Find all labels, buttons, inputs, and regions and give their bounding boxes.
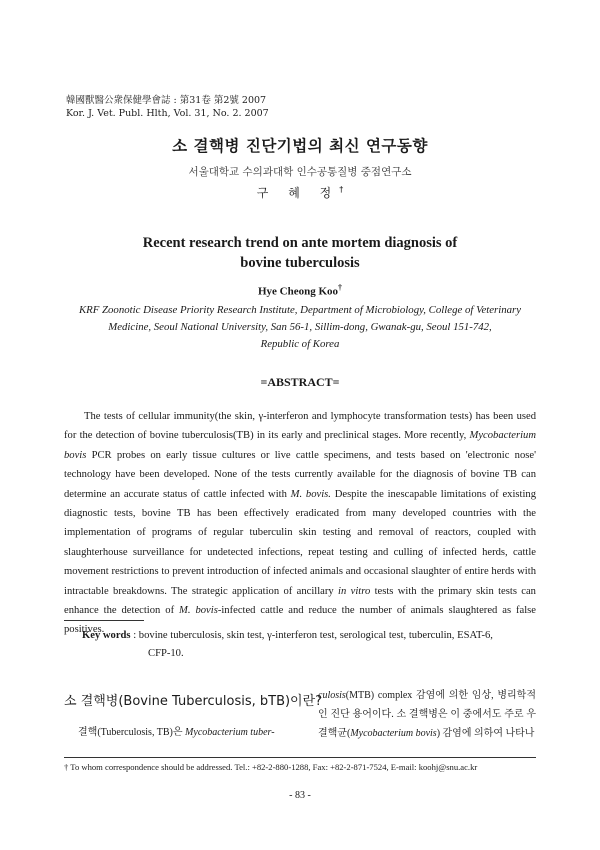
abstract-italic-4: M. bovis xyxy=(179,605,218,617)
abstract-italic-2: M. bovis. xyxy=(290,488,331,500)
korean-author-mark: † xyxy=(339,185,344,194)
abstract-heading: =ABSTRACT= xyxy=(260,375,340,389)
english-affiliation-line2: Medicine, Seoul National University, San 56-1, Sillim-dong, Gwanak-gu, Seoul 151-742, xyxy=(108,321,492,333)
english-author xyxy=(0,283,600,298)
page-number: - 83 - xyxy=(289,790,311,801)
body-left-column xyxy=(64,724,300,742)
korean-author xyxy=(0,184,600,201)
right-column-text-2: ) 감염에 의하여 나타나 xyxy=(436,728,535,739)
abstract-italic-3: in vitro xyxy=(338,585,371,597)
footnote: † To whom correspondence should be addressed. Tel.: +82-2-880-1288, Fax: +82-2-871-7524, E-mail: koohj@snu.ac.kr xyxy=(64,762,478,772)
section-heading: 소 결핵병(Bovine Tuberculosis, bTB)이란? xyxy=(64,694,323,709)
english-author-name: Hye Cheong Koo xyxy=(257,285,339,298)
left-column-italic: Mycobacterium tuber- xyxy=(185,727,275,738)
keywords-rule xyxy=(64,620,144,621)
english-title xyxy=(0,233,600,273)
abstract-paragraph xyxy=(64,407,536,640)
korean-author-name: 구 혜 정 xyxy=(256,186,340,200)
journal-citation-english: Kor. J. Vet. Publ. Hlth, Vol. 31, No. 2. 2007 xyxy=(66,108,269,119)
journal-header xyxy=(66,94,269,120)
english-author-mark: † xyxy=(338,283,343,292)
right-column-italic-1: culosis xyxy=(318,690,346,701)
body-right-column xyxy=(318,686,536,743)
right-column-italic-2: Mycobacterium bovis xyxy=(350,728,437,739)
left-column-text: 결핵(Tuberculosis, TB)은 xyxy=(78,727,186,738)
english-title-line2: bovine tuberculosis xyxy=(240,255,360,271)
abstract-text-2: PCR probes on early tissue cultures or live cattle specimens, and tests based on 'electronic nose' technology have been developed. None of the tests currently available for the diagnosis of bovine TB can determine an accurate status of cattle infected with xyxy=(64,449,536,500)
korean-title: 소 결핵병 진단기법의 최신 연구동향 xyxy=(172,137,428,155)
english-affiliation xyxy=(62,302,538,353)
abstract-text-1: The tests of cellular immunity(the skin, γ-interferon and lymphocyte transformation tests) has been used for the detection of bovine tuberculosis(TB) in its early and preclinical stages. More recently, xyxy=(64,411,536,442)
abstract-italic-1: Mycobacterium bovis xyxy=(64,430,536,461)
abstract-text-4: tests with the primary skin tests can enhance the detection of xyxy=(64,585,536,617)
right-column-text-1: (MTB) complex 감염에 의한 임상, 병리학적인 진단 용어이다. 소 결핵병은 이 중에서도 주로 우결핵균( xyxy=(318,690,536,739)
abstract-text-3: Despite the inescapable limitations of existing diagnostic tests, bovine TB has been effectively eradicated from many developed countries with the implementation of programs of regular tuberculin skin testing and removal of reactors, coupled with slaughterhouse surveillance for undetected infections, repeat testing and culling of infected herds, cattle movement restrictions to prevent introduction of infected animals and occasional slaughter of entire herds with intractable breakdowns. The strategic application of ancillary xyxy=(64,488,536,597)
footnote-rule xyxy=(64,757,536,758)
korean-affiliation: 서울대학교 수의과대학 인수공통질병 중점연구소 xyxy=(188,166,412,178)
keywords-label: Key words xyxy=(82,630,131,641)
keywords-list-2: CFP-10. xyxy=(148,648,184,659)
keywords xyxy=(82,627,536,663)
english-title-line1: Recent research trend on ante mortem diagnosis of xyxy=(142,235,458,251)
abstract-text-5: -infected cattle and reduce the number of animals slaughtered as false positives. xyxy=(64,605,537,636)
english-affiliation-line3: Republic of Korea xyxy=(260,338,340,350)
abstract-body xyxy=(64,407,536,640)
keywords-list-1: : bovine tuberculosis, skin test, γ-interferon test, serological test, tuberculin, ESAT-6, xyxy=(130,630,493,641)
english-affiliation-line1: KRF Zoonotic Disease Priority Research Institute, Department of Microbiology, College of Veterinary xyxy=(78,304,522,316)
keywords-line1 xyxy=(82,627,536,645)
journal-citation-korean: 韓國獸醫公衆保健學會誌 : 第31卷 第2號 2007 xyxy=(66,95,267,106)
